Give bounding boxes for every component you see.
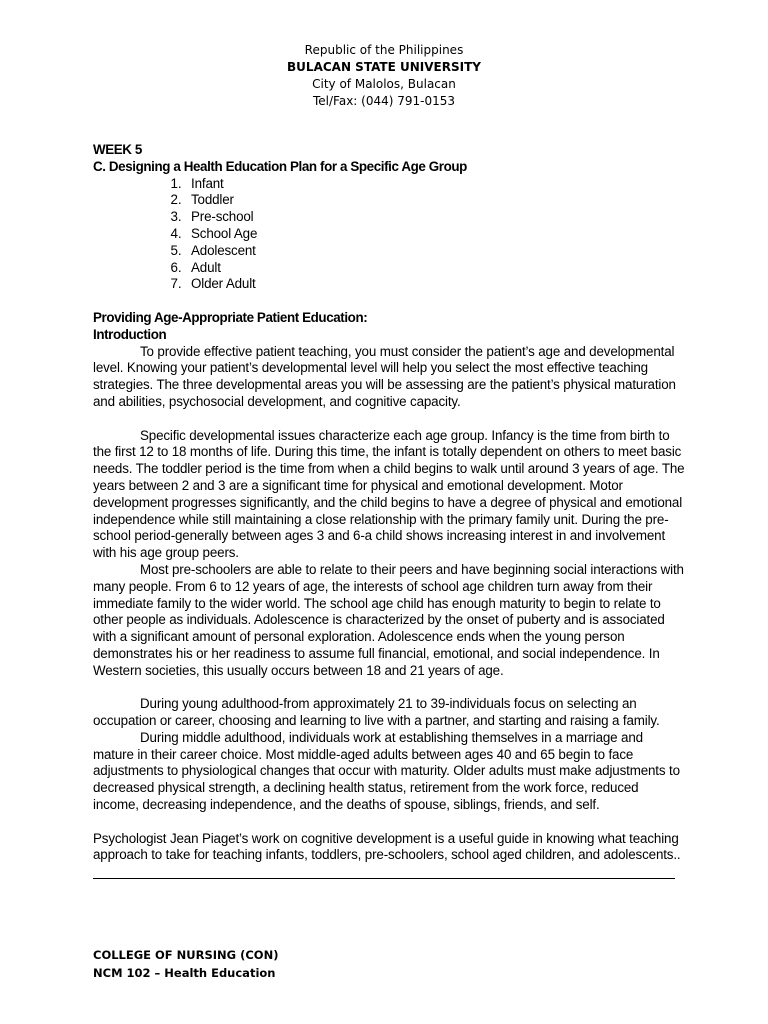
- spacer: [93, 411, 685, 428]
- week-label: WEEK 5: [93, 142, 142, 157]
- spacer: [93, 680, 685, 697]
- document-header: [0, 42, 768, 110]
- document-body: [93, 142, 685, 864]
- college-name: COLLEGE OF NURSING (CON): [93, 948, 279, 962]
- paragraph: Most pre-schoolers are able to relate to their peers and have beginning social interactions with many people. From 6 to 12 years of age, the interests of school age children turn away from their immediate family to the wider world. The school age child has enough maturity to begin to relate to other people as individuals. Adolescence is characterized by the onset of puberty and is associated with a significant amount of personal exploration. Adolescence ends when the young person demonstrates his or her readiness to assume full financial, emotional, and social independence. In Western societies, this usually occurs between 18 and 21 years of age.: [93, 561, 684, 678]
- list-item: 5. Adolescent: [185, 243, 685, 260]
- list-item: 4. School Age: [185, 226, 685, 243]
- paragraph: Psychologist Jean Piaget’s work on cognitive development is a useful guide in knowing what teaching approach to take for teaching infants, toddlers, pre-schoolers, school aged children, and adolescents..: [93, 830, 681, 863]
- paragraph: Specific developmental issues characterize each age group. Infancy is the time from birth to the first 12 to 18 months of life. During this time, the infant is totally dependent on others to meet basic needs. The toddler period is the time from when a child begins to walk until around 3 years of age. The years between 2 and 3 are a significant time for physical and emotional development. Motor development progresses significantly, and the child begins to have a degree of physical and emotional independence while still maintaining a close relationship with the primary family unit. During the pre-school period-generally between ages 3 and 6-a child shows increasing interest in and involvement with his age group peers.: [93, 427, 685, 561]
- spacer: [93, 293, 685, 310]
- paragraph: To provide effective patient teaching, you must consider the patient’s age and developmental level. Knowing your patient’s developmental level will help you select the most effective teaching strategies. The three developmental areas you will be assessing are the patient’s physical maturation and abilities, psychosocial development, and cognitive capacity.: [93, 343, 676, 409]
- list-item: 1. Infant: [185, 176, 685, 193]
- section-title: C. Designing a Health Education Plan for a Specific Age Group: [93, 158, 467, 174]
- republic-line: Republic of the Philippines: [304, 43, 464, 57]
- telfax-line: Tel/Fax: (044) 791-0153: [312, 94, 456, 108]
- age-group-list: [93, 176, 685, 294]
- intro-heading: Introduction: [93, 326, 167, 342]
- spacer: [93, 814, 685, 831]
- footer-divider: [93, 878, 675, 879]
- list-item: 7. Older Adult: [185, 276, 685, 293]
- list-item: 3. Pre-school: [185, 209, 685, 226]
- list-item: 2. Toddler: [185, 192, 685, 209]
- university-name: BULACAN STATE UNIVERSITY: [287, 60, 481, 74]
- paragraph: During middle adulthood, individuals work at establishing themselves in a marriage and mature in their career choice. Most middle-aged adults between ages 40 and 65 begin to face adjustments to physiological changes that occur with maturity. Older adults must make adjustments to decreased physical strength, a declining health status, retirement from the work force, reduced income, decreasing independence, and the deaths of spouse, siblings, friends, and self.: [93, 729, 680, 813]
- list-item: 6. Adult: [185, 260, 685, 277]
- course-name: NCM 102 – Health Education: [93, 966, 276, 980]
- paragraph: During young adulthood-from approximately 21 to 39-individuals focus on selecting an occupation or career, choosing and learning to live with a partner, and starting and raising a family.: [93, 696, 660, 729]
- city-line: City of Malolos, Bulacan: [312, 77, 456, 91]
- subheading: Providing Age-Appropriate Patient Education:: [93, 309, 368, 325]
- document-footer: [93, 946, 278, 982]
